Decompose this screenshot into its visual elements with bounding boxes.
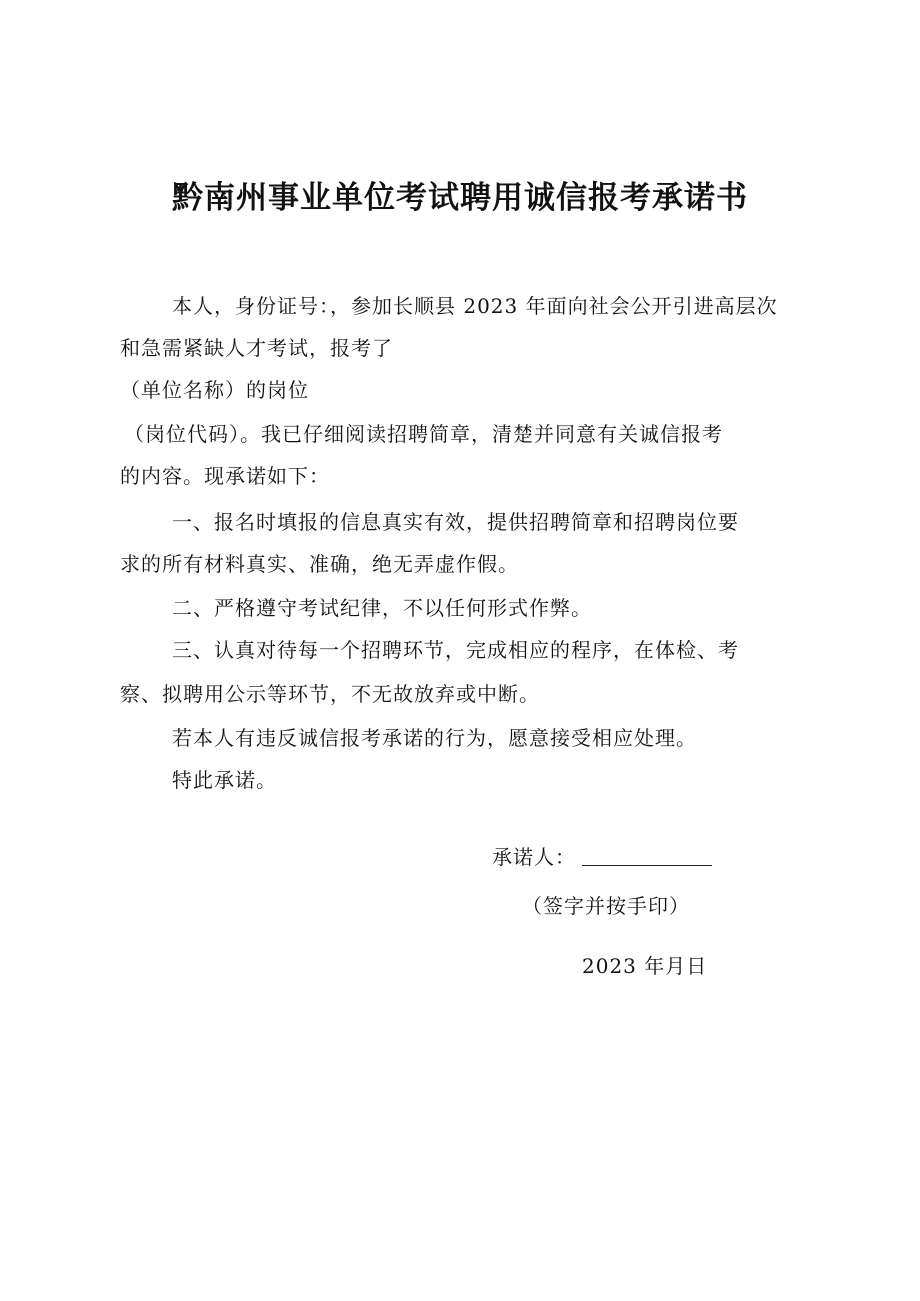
signature-note: （签字并按手印） bbox=[522, 894, 690, 918]
paragraph-line-1: 本人，身份证号：，参加长顺县 2023 年面向社会公开引进高层次 bbox=[172, 294, 778, 318]
paragraph-line-3: （单位名称）的岗位 bbox=[120, 378, 309, 402]
commitment-1-line-1: 一、报名时填报的信息真实有效，提供招聘简章和招聘岗位要 bbox=[172, 510, 739, 534]
signature-blank bbox=[582, 843, 712, 866]
closing-statement: 特此承诺。 bbox=[172, 768, 277, 792]
signature-label: 承诺人： bbox=[492, 845, 576, 869]
commitment-1-line-2: 求的所有材料真实、准确，绝无弄虚作假。 bbox=[120, 552, 519, 576]
violation-statement: 若本人有违反诚信报考承诺的行为，愿意接受相应处理。 bbox=[172, 726, 697, 750]
commitment-2: 二、严格遵守考试纪律，不以任何形式作弊。 bbox=[172, 596, 592, 620]
commitment-3-line-1: 三、认真对待每一个招聘环节，完成相应的程序，在体检、考 bbox=[172, 638, 739, 662]
document-title: 黔南州事业单位考试聘用诚信报考承诺书 bbox=[172, 180, 748, 216]
paragraph-line-5: 的内容。现承诺如下： bbox=[120, 464, 330, 488]
signature-date: 2023 年月日 bbox=[582, 954, 708, 978]
commitment-3-line-2: 察、拟聘用公示等环节，不无故放弃或中断。 bbox=[120, 682, 540, 706]
paragraph-line-4: （岗位代码）。我已仔细阅读招聘简章，清楚并同意有关诚信报考 bbox=[124, 422, 723, 446]
paragraph-line-2: 和急需紧缺人才考试，报考了 bbox=[120, 336, 393, 360]
signature-line bbox=[492, 843, 712, 871]
